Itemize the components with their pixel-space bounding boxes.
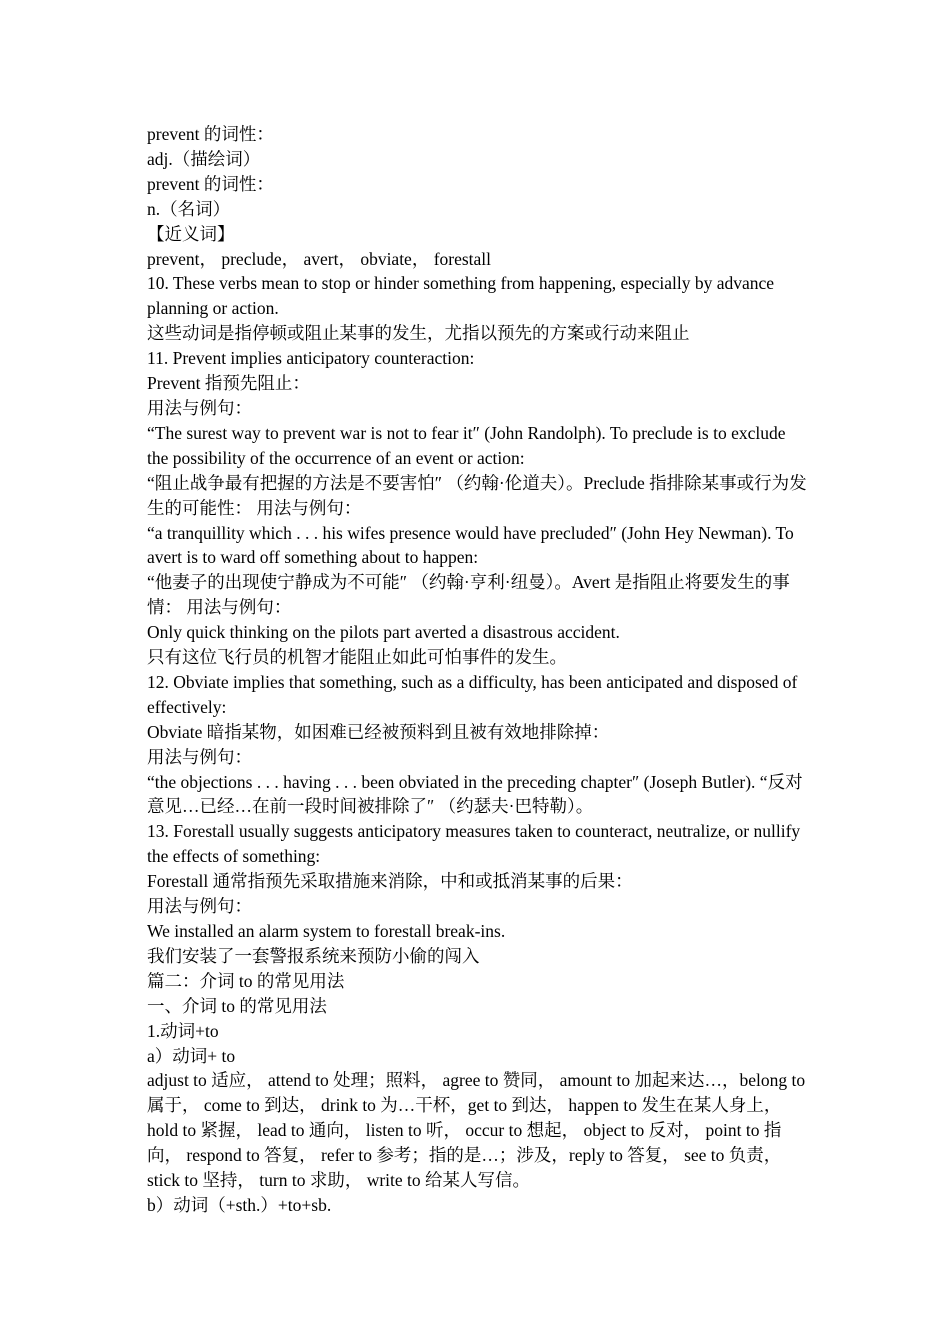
text-line: 这些动词是指停顿或阻止某事的发生，尤指以预先的方案或行动来阻止: [147, 323, 690, 344]
synonym-list: prevent， preclude， avert， obviate， forestall: [147, 248, 492, 269]
list-subheading: a）动词+ to: [147, 1045, 236, 1066]
quote-paragraph: “a tranquillity which . . . his wifes presence would have precluded″ (John Hey Newman). To avert is to ward off something about to happen:: [147, 522, 794, 568]
quote-paragraph: “the objections . . . having . . . been obviated in the preceding chapter″ (Joseph Butler). “反对意见…已经…在前一段时间被排除了″ （约瑟夫·巴特勒）。: [147, 771, 803, 817]
example-sentence: Only quick thinking on the pilots part averted a disastrous accident.: [147, 622, 620, 643]
paragraph-11: 11. Prevent implies anticipatory counteraction:: [147, 348, 475, 369]
paragraph-12: 12. Obviate implies that something, such as a difficulty, has been anticipated and disposed of effectively:: [147, 671, 798, 717]
text-line: prevent 的词性：: [147, 124, 274, 144]
phrase-list-paragraph: adjust to 适应， attend to 处理；照料， agree to 赞同， amount to 加起来达…，belong to 属于， come to 到达， drink to 为…干杯，get to 到达， happen to 发生在某人身上， hold to 紧握， lead to 通向， listen to 听， occur to 想起， object to 反对， point to 指向， respond to 答复， refer to 参考；指的是…；涉及，reply to 答复， see to 负责， stick to 坚持， turn to 求助， write to 给某人写信。: [147, 1070, 806, 1191]
text-line: prevent 的词性：: [147, 173, 274, 194]
text-line: “阻止战争最有把握的方法是不要害怕″ （约翰·伦道夫）。Preclude 指排除某事或行为发生的可能性： 用法与例句：: [147, 472, 807, 518]
list-subheading: b）动词（+sth.）+to+sb.: [147, 1194, 332, 1215]
document-page: [147, 122, 807, 1218]
text-line: Obviate 暗指某物，如困难已经被预料到且被有效地排除掉：: [147, 721, 610, 742]
subsection-title: 一、介词 to 的常见用法: [147, 995, 327, 1016]
text-line: Forestall 通常指预先采取措施来消除，中和或抵消某事的后果：: [147, 871, 633, 892]
section-heading-synonyms: 【近义词】: [147, 223, 235, 244]
example-sentence: We installed an alarm system to forestall break-ins.: [147, 921, 506, 941]
section-title: 篇二：介词 to 的常见用法: [147, 970, 345, 991]
paragraph-13: 13. Forestall usually suggests anticipatory measures taken to counteract, neutralize, or nullify the effects of something:: [147, 821, 801, 867]
paragraph-10: 10. These verbs mean to stop or hinder something from happening, especially by advance planning or action.: [147, 273, 775, 319]
usage-label: 用法与例句：: [147, 397, 252, 418]
text-line: Prevent 指预先阻止：: [147, 373, 310, 394]
list-heading: 1.动词+to: [147, 1020, 219, 1041]
text-line: “他妻子的出现使宁静成为不可能″ （约翰·亨利·纽曼）。Avert 是指阻止将要发生的事情： 用法与例句：: [147, 572, 790, 618]
usage-label: 用法与例句：: [147, 746, 252, 767]
text-line: adj.（描绘词）: [147, 148, 261, 169]
quote-paragraph: “The surest way to prevent war is not to fear it″ (John Randolph). To preclude is to exclude the possibility of the occurrence of an event or action:: [147, 422, 786, 468]
text-line: 我们安装了一套警报系统来预防小偷的闯入: [147, 945, 480, 966]
text-line: n.（名词）: [147, 198, 231, 219]
text-line: 只有这位飞行员的机智才能阻止如此可怕事件的发生。: [147, 647, 567, 668]
usage-label: 用法与例句：: [147, 896, 252, 917]
